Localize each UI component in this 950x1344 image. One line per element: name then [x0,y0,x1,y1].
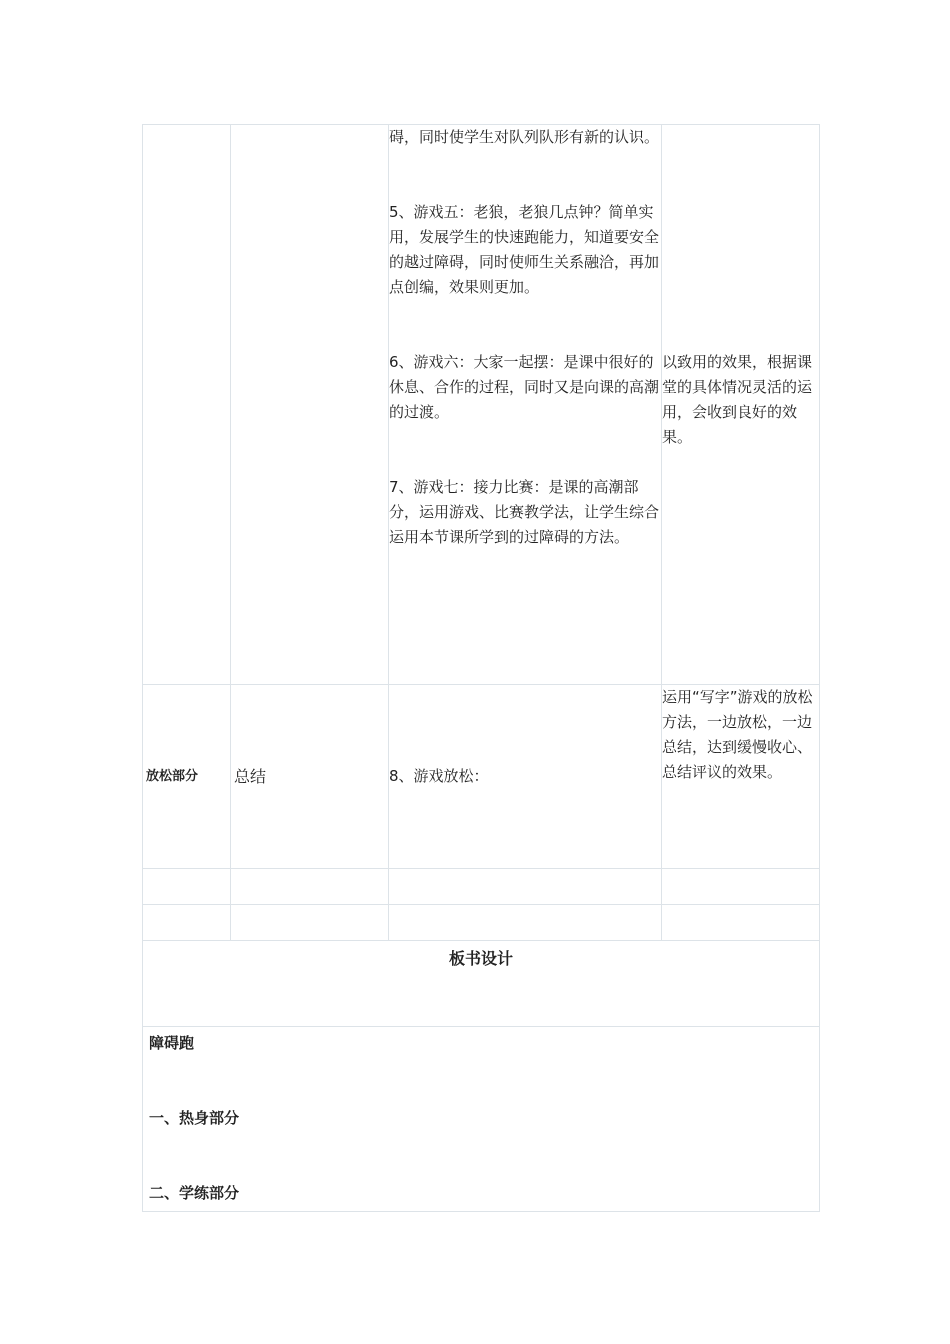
lesson-plan-table [142,124,820,1212]
table-row [143,1027,820,1212]
section-label: 放松部分 [143,685,231,869]
board-title: 板书设计 [143,941,820,1027]
activity-text: 8、游戏放松： [389,767,489,785]
activity-paragraph: 7、游戏七：接力比赛：是课的高潮部分，运用游戏、比赛教学法，让学生综合运用本节课所学到的过障碍的方法。 [389,478,660,546]
table-row [143,869,820,905]
section-cell [143,125,231,685]
board-line: 一、热身部分 [149,1109,240,1127]
board-line: 二、学练部分 [149,1184,240,1202]
effect-text: 以致用的效果，根据课堂的具体情况灵活的运用，会收到良好的效果。 [662,352,813,446]
table-row [143,941,820,1027]
content-text: 总结 [234,766,267,786]
table-row [143,905,820,941]
content-cell [231,685,389,869]
activity-paragraph: 6、游戏六：大家一起摆：是课中很好的休息、合作的过程，同时又是向课的高潮的过渡。 [389,353,660,421]
board-content [143,1027,820,1212]
activity-cell [389,125,662,685]
table-row [143,685,820,869]
effect-text: 运用“写字”游戏的放松方法，一边放松，一边总结，达到缓慢收心、总结评议的效果。 [662,688,813,781]
activity-paragraph: 5、游戏五：老狼，老狼几点钟？简单实用，发展学生的快速跑能力，知道要安全的越过障碍，同时使师生关系融洽，再加点创编，效果则更加。 [389,203,660,296]
effect-cell [662,125,820,685]
table-row [143,125,820,685]
activity-paragraph: 碍，同时使学生对队列队形有新的认识。 [389,128,660,146]
board-line: 障碍跑 [149,1034,195,1052]
effect-cell [662,685,820,869]
content-cell [231,125,389,685]
activity-cell [389,685,662,869]
